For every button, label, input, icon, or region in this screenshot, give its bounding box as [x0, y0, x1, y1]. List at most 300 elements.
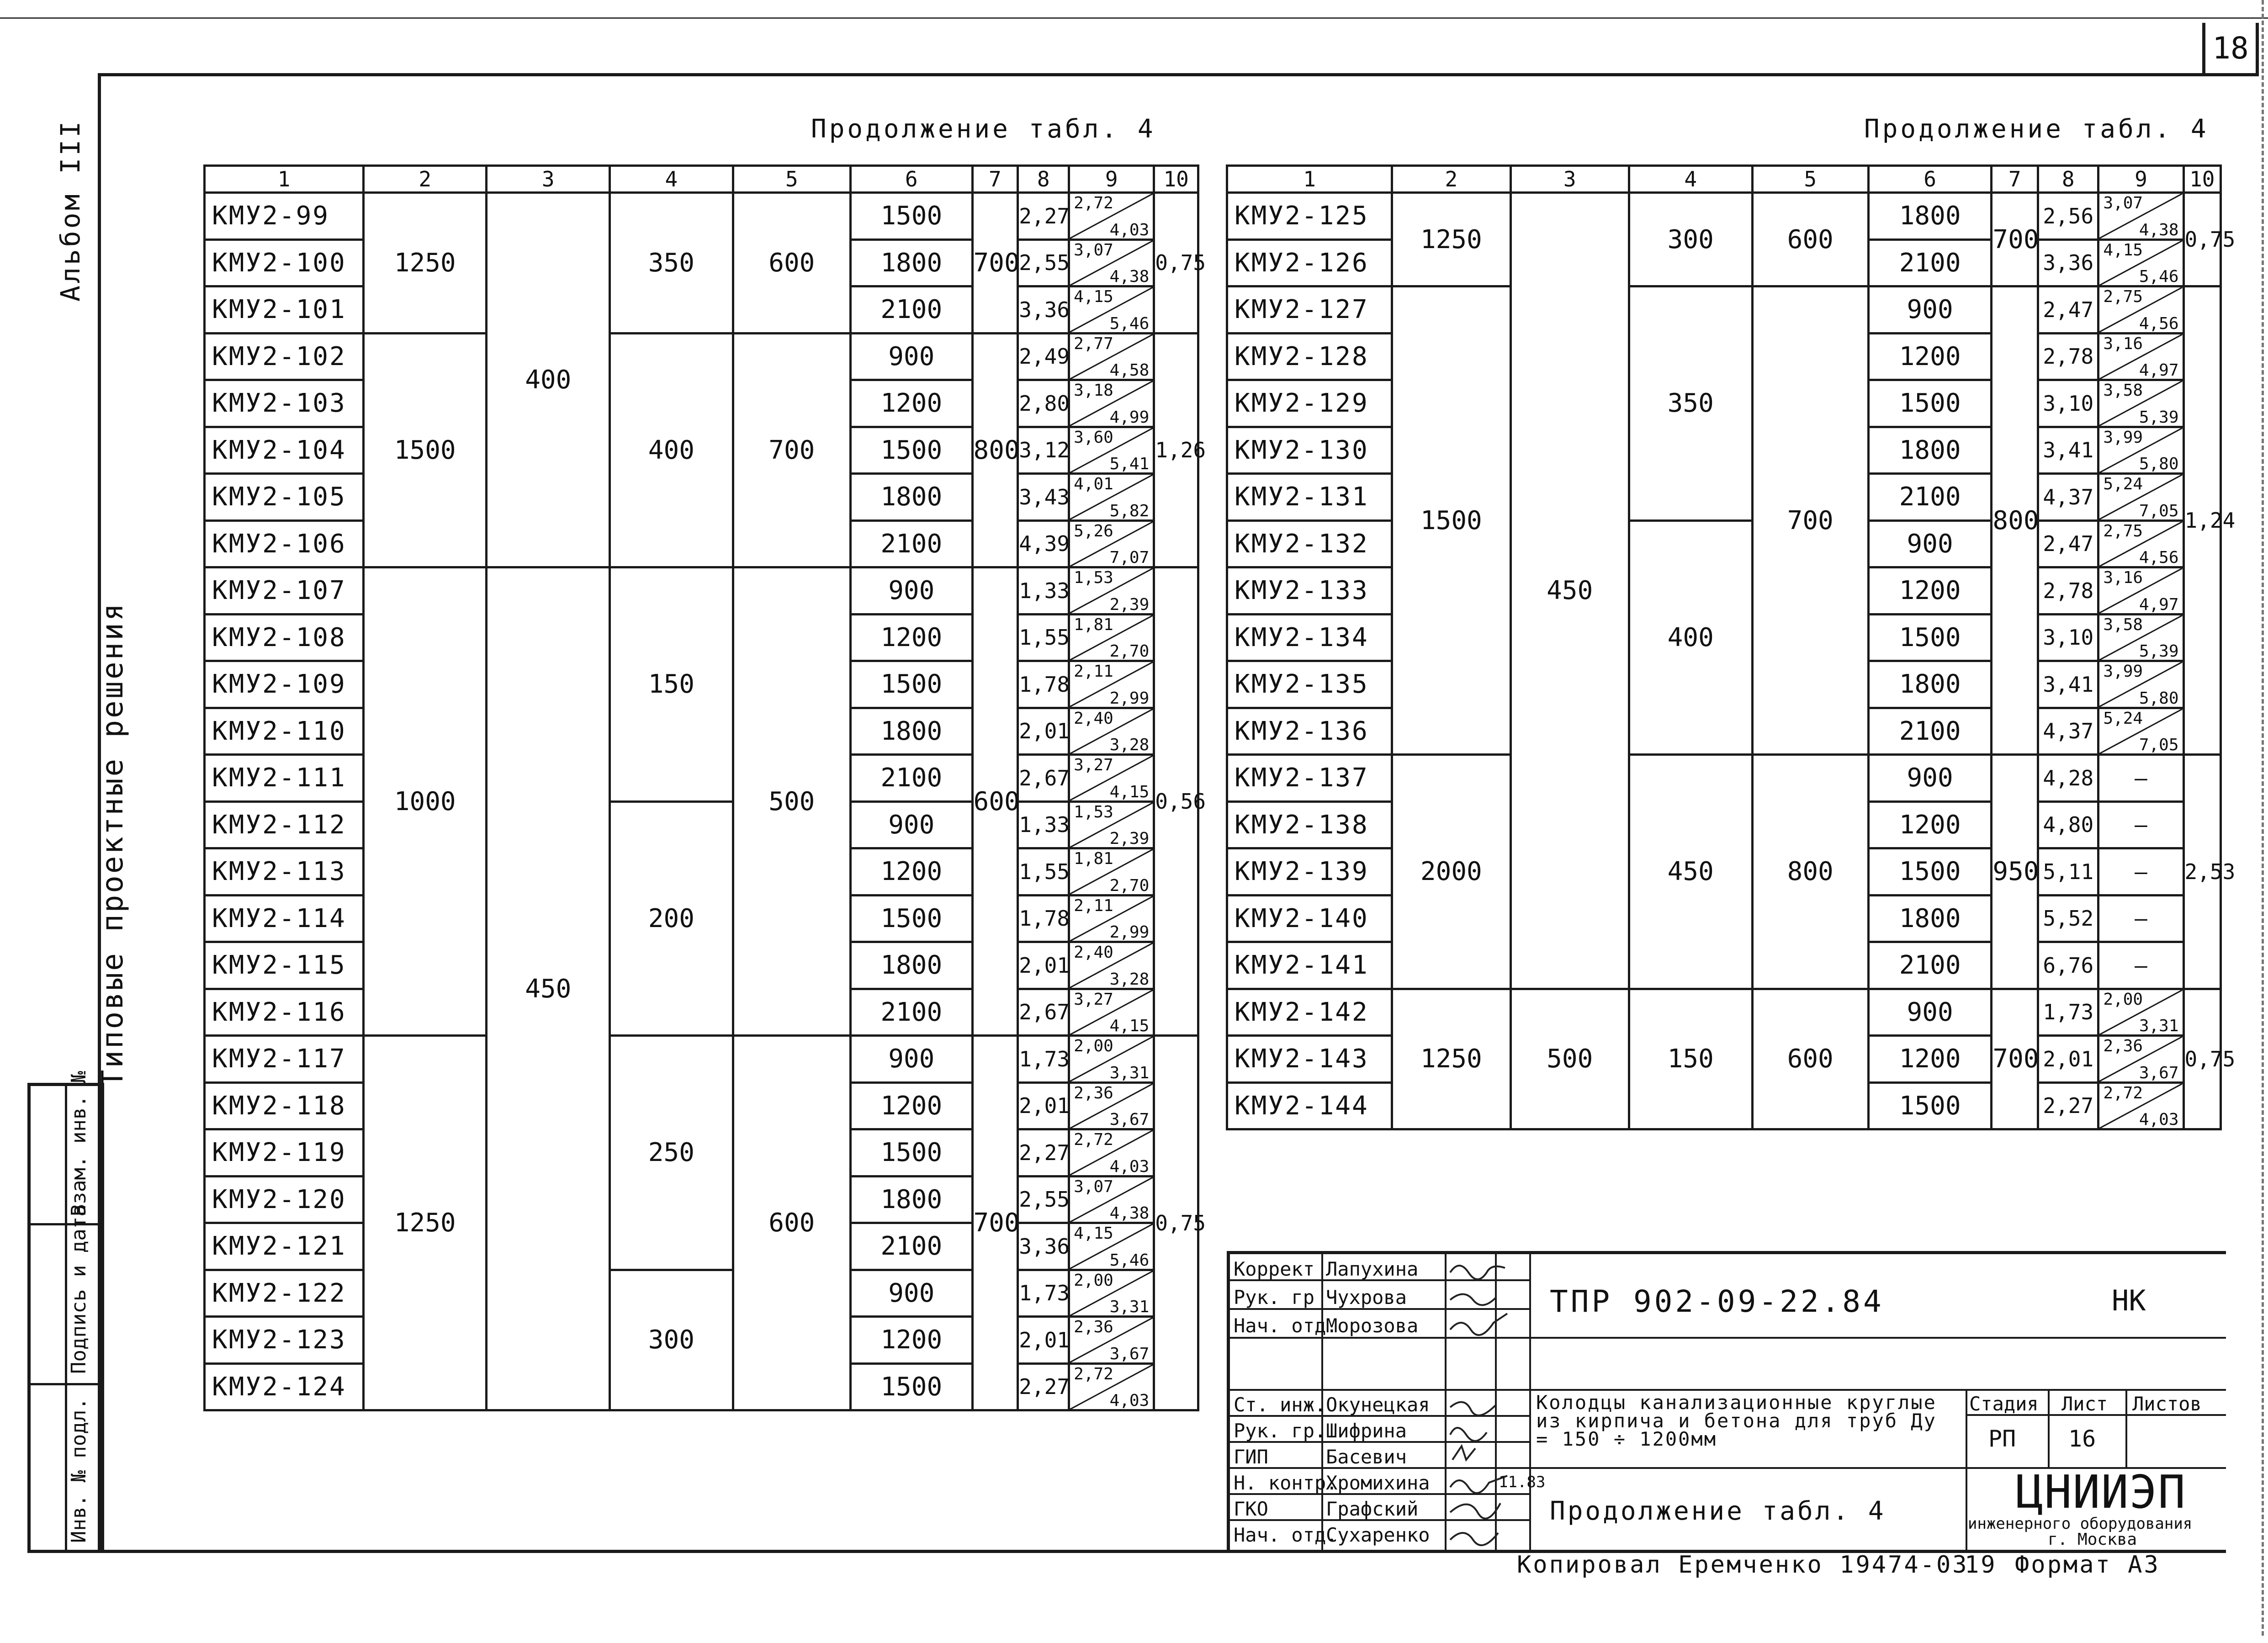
vertical-title: Типовые проектные решения: [96, 601, 130, 1087]
value-bottom: 4,38: [1109, 1204, 1150, 1223]
well-code: КМУ2-132: [1227, 520, 1392, 567]
col9-value: [2098, 380, 2183, 427]
col5-value: 600: [733, 193, 850, 334]
value-top: 3,07: [2103, 194, 2143, 212]
value-top: 3,27: [1074, 756, 1113, 774]
col-header-6: 6: [851, 166, 973, 193]
col9-value: [1069, 333, 1154, 380]
col2-value: 1250: [363, 1036, 487, 1410]
col8-value: 2,01: [2038, 1036, 2098, 1083]
role-gip: ГИП: [1234, 1446, 1268, 1468]
well-code: КМУ2-107: [205, 567, 364, 615]
col9-value: [1069, 989, 1154, 1036]
col7-value: 700: [972, 1036, 1018, 1410]
sheet-value: 16: [2068, 1426, 2096, 1452]
sheet-number: 18: [2202, 23, 2259, 76]
col8-value: 2,49: [1018, 333, 1069, 380]
col10-value: 0,75: [1154, 1036, 1198, 1410]
col6-value: 1200: [1868, 801, 1992, 848]
col9-value: [2098, 708, 2183, 755]
well-code: КМУ2-125: [1227, 193, 1392, 240]
value-bottom: 5,41: [1109, 455, 1150, 473]
col9-value: [1069, 708, 1154, 755]
col-header-5: 5: [1752, 166, 1868, 193]
side-strip: [27, 1071, 104, 1553]
well-code: КМУ2-129: [1227, 380, 1392, 427]
well-code: КМУ2-100: [205, 239, 364, 286]
signatures: [1446, 1254, 1528, 1550]
col8-value: 1,33: [1018, 801, 1069, 848]
value-bottom: 5,80: [2139, 455, 2179, 473]
col9-value: —: [2098, 895, 2183, 942]
col8-value: 2,55: [1018, 1176, 1069, 1223]
col6-value: 1200: [1868, 1036, 1992, 1083]
role-dept-head: Нач. отд.: [1234, 1314, 1338, 1337]
doc-title: Колодцы канализационные круглые из кирпича и бетона для труб Ду = 150 ÷ 1200мм: [1536, 1391, 1937, 1450]
value-top: 2,72: [2103, 1083, 2143, 1102]
col8-value: 2,67: [1018, 755, 1069, 802]
col6-value: 2100: [851, 286, 973, 334]
col5-value: 600: [1752, 193, 1868, 286]
value-bottom: 2,39: [1109, 595, 1150, 614]
col-header-10: 10: [1154, 166, 1198, 193]
col8-value: 3,10: [2038, 380, 2098, 427]
col9-value: [1069, 1363, 1154, 1410]
col6-value: 2100: [851, 1223, 973, 1270]
col5-value: 700: [733, 333, 850, 567]
col9-value: [2098, 333, 2183, 380]
col9-value: [2098, 989, 2183, 1036]
value-top: 3,60: [1074, 428, 1113, 447]
col-header-4: 4: [610, 166, 733, 193]
col2-value: 1250: [1392, 989, 1510, 1129]
col5-value: 600: [1752, 989, 1868, 1129]
well-code: КМУ2-116: [205, 989, 364, 1036]
col9-value: [1069, 286, 1154, 334]
col6-value: 1500: [851, 193, 973, 240]
col6-value: 900: [851, 567, 973, 615]
col8-value: 3,41: [2038, 661, 2098, 708]
col8-value: 2,27: [1018, 1363, 1069, 1410]
col9-value: [1069, 942, 1154, 989]
col6-value: 900: [851, 333, 973, 380]
well-code: КМУ2-99: [205, 193, 364, 240]
col6-value: 2100: [1868, 708, 1992, 755]
well-code: КМУ2-141: [1227, 942, 1392, 989]
value-bottom: 3,67: [1109, 1110, 1150, 1129]
name-chukhrova: Чухрова: [1326, 1286, 1407, 1309]
col8-value: 4,39: [1018, 520, 1069, 567]
col7-value: 950: [1992, 755, 2038, 989]
col6-value: 900: [851, 1036, 973, 1083]
value-bottom: 5,39: [2139, 642, 2179, 661]
col6-value: 1800: [1868, 895, 1992, 942]
col9-value: [1069, 380, 1154, 427]
vzam-inv-label: Взам. инв. №: [67, 1071, 90, 1216]
col8-value: 4,28: [2038, 755, 2098, 802]
col10-value: 0,75: [1154, 193, 1198, 334]
value-bottom: 3,28: [1109, 736, 1150, 754]
left-table: [203, 164, 1206, 1411]
col6-value: 1200: [851, 848, 973, 896]
col4-value: 300: [1629, 193, 1752, 286]
value-top: 3,16: [2103, 568, 2143, 587]
col8-value: 3,36: [1018, 286, 1069, 334]
col8-value: 4,37: [2038, 474, 2098, 521]
col4-value: 300: [610, 1270, 733, 1410]
col-header-3: 3: [487, 166, 610, 193]
col8-value: 2,27: [2038, 1082, 2098, 1129]
value-bottom: 4,38: [1109, 267, 1150, 286]
role-group-head-2: Рук. гр.: [1234, 1420, 1326, 1442]
col9-value: [1069, 895, 1154, 942]
right-table-caption: Продолжение табл. 4: [1864, 114, 2209, 144]
col9-value: [2098, 474, 2183, 521]
col6-value: 1800: [1868, 661, 1992, 708]
col8-value: 5,52: [2038, 895, 2098, 942]
table-row: [1227, 520, 2221, 567]
value-top: 5,26: [1074, 521, 1113, 541]
col6-value: 2100: [1868, 942, 1992, 989]
col-header-8: 8: [2038, 166, 2098, 193]
well-code: КМУ2-134: [1227, 614, 1392, 661]
value-bottom: 4,03: [2139, 1110, 2179, 1129]
col4-value: 150: [1629, 989, 1752, 1129]
top-border-line: [0, 17, 2268, 19]
well-code: КМУ2-133: [1227, 567, 1392, 615]
value-bottom: 4,15: [1109, 1017, 1150, 1035]
col6-value: 1500: [1868, 848, 1992, 896]
value-bottom: 2,99: [1109, 689, 1150, 708]
col2-value: 1000: [363, 567, 487, 1036]
well-code: КМУ2-105: [205, 474, 364, 521]
col9-value: [1069, 801, 1154, 848]
col8-value: 2,55: [1018, 239, 1069, 286]
col9-value: [1069, 474, 1154, 521]
value-top: 2,00: [1074, 1271, 1113, 1290]
name-sukharenko: Сухаренко: [1326, 1524, 1430, 1546]
value-top: 2,00: [1074, 1037, 1113, 1055]
value-top: 2,72: [1074, 1364, 1113, 1383]
value-top: 4,15: [1074, 287, 1113, 306]
col5-value: 600: [733, 1036, 850, 1410]
well-code: КМУ2-135: [1227, 661, 1392, 708]
col4-value: 350: [610, 193, 733, 334]
col6-value: 900: [1868, 286, 1992, 334]
table-row: [205, 193, 1198, 240]
value-top: 3,07: [1074, 1177, 1113, 1196]
table-row: [205, 567, 1198, 615]
value-bottom: 4,56: [2139, 548, 2179, 567]
col2-value: 2000: [1392, 755, 1510, 989]
value-bottom: 4,97: [2139, 595, 2179, 614]
table-row: [205, 333, 1198, 380]
col4-value: 400: [1629, 520, 1752, 755]
role-norm-control: Н. контр.: [1234, 1472, 1338, 1494]
col9-value: —: [2098, 755, 2183, 802]
name-shifrina: Шифрина: [1326, 1420, 1407, 1442]
value-bottom: 4,99: [1109, 408, 1150, 427]
col7-value: 700: [1992, 193, 2038, 286]
well-code: КМУ2-117: [205, 1036, 364, 1083]
col6-value: 1200: [1868, 567, 1992, 615]
value-top: 2,75: [2103, 287, 2143, 306]
value-bottom: 3,31: [2139, 1017, 2179, 1035]
col8-value: 1,73: [1018, 1270, 1069, 1317]
col6-value: 1200: [851, 1317, 973, 1364]
col2-value: 1500: [1392, 286, 1510, 755]
value-bottom: 5,39: [2139, 408, 2179, 427]
col8-value: 2,27: [1018, 193, 1069, 240]
col6-value: 1500: [851, 427, 973, 474]
org-logo-text: ЦНИИЭП: [2016, 1465, 2187, 1519]
well-code: КМУ2-111: [205, 755, 364, 802]
col8-value: 2,01: [1018, 942, 1069, 989]
col-header-8: 8: [1018, 166, 1069, 193]
title-block: [1227, 1251, 2226, 1553]
name-khromikhina: Хромихина: [1326, 1472, 1430, 1494]
value-top: 4,01: [1074, 475, 1113, 493]
value-top: 1,53: [1074, 802, 1113, 822]
col-header-5: 5: [733, 166, 850, 193]
value-top: 2,40: [1074, 943, 1113, 962]
col8-value: 2,47: [2038, 286, 2098, 334]
col-header-4: 4: [1629, 166, 1752, 193]
sheet-header: Лист: [2061, 1393, 2108, 1415]
col8-value: 1,78: [1018, 661, 1069, 708]
col8-value: 3,36: [1018, 1223, 1069, 1270]
col8-value: 1,73: [2038, 989, 2098, 1036]
well-code: КМУ2-127: [1227, 286, 1392, 334]
col8-value: 2,56: [2038, 193, 2098, 240]
value-bottom: 7,07: [1109, 548, 1150, 567]
value-bottom: 3,67: [1109, 1344, 1150, 1363]
col9-value: [1069, 661, 1154, 708]
col10-value: 2,53: [2183, 755, 2220, 989]
trim-edge: [2262, 0, 2264, 1636]
col9-value: —: [2098, 801, 2183, 848]
col7-value: 700: [972, 193, 1018, 334]
value-bottom: 5,46: [1109, 1251, 1150, 1270]
value-bottom: 5,82: [1109, 501, 1150, 520]
col4-value: 250: [610, 1036, 733, 1270]
col4-value: 150: [610, 567, 733, 802]
value-bottom: 4,56: [2139, 314, 2179, 333]
value-bottom: 4,03: [1109, 1391, 1150, 1410]
col10-value: 1,24: [2183, 286, 2220, 755]
col6-value: 900: [1868, 520, 1992, 567]
col7-value: 800: [1992, 286, 2038, 755]
col-header-7: 7: [972, 166, 1018, 193]
value-top: 2,40: [1074, 709, 1113, 728]
col4-value: 400: [610, 333, 733, 567]
col6-value: 1500: [1868, 380, 1992, 427]
well-code: КМУ2-126: [1227, 239, 1392, 286]
col7-value: 700: [1992, 989, 2038, 1129]
col8-value: 1,73: [1018, 1036, 1069, 1083]
name-basevich: Басевич: [1326, 1446, 1407, 1468]
value-bottom: 3,67: [2139, 1063, 2179, 1082]
col6-value: 1200: [1868, 333, 1992, 380]
col6-value: 1500: [851, 1129, 973, 1177]
col3-value: 450: [1510, 193, 1629, 989]
well-code: КМУ2-143: [1227, 1036, 1392, 1083]
col8-value: 2,47: [2038, 520, 2098, 567]
value-top: 2,11: [1074, 896, 1113, 915]
col10-value: 0,75: [2183, 193, 2220, 286]
well-code: КМУ2-131: [1227, 474, 1392, 521]
col8-value: 2,01: [1018, 1082, 1069, 1129]
well-code: КМУ2-114: [205, 895, 364, 942]
col6-value: 1800: [851, 708, 973, 755]
table-row: [1227, 989, 2221, 1036]
org-sub-2: г. Москва: [2048, 1530, 2137, 1549]
role-corrector: Коррект: [1234, 1258, 1315, 1280]
well-code: КМУ2-128: [1227, 333, 1392, 380]
sheets-header: Листов: [2132, 1393, 2202, 1415]
col6-value: 1200: [851, 1082, 973, 1129]
value-top: 2,75: [2103, 521, 2143, 541]
value-bottom: 5,46: [1109, 314, 1150, 333]
value-top: 4,15: [2103, 240, 2143, 260]
well-code: КМУ2-110: [205, 708, 364, 755]
well-code: КМУ2-115: [205, 942, 364, 989]
doc-mark: НК: [2112, 1284, 2146, 1317]
table-row: [1227, 755, 2221, 802]
col9-value: [1069, 1036, 1154, 1083]
value-top: 3,27: [1074, 990, 1113, 1009]
value-bottom: 2,70: [1109, 876, 1150, 895]
value-top: 3,58: [2103, 381, 2143, 400]
col6-value: 1800: [851, 474, 973, 521]
col-header-7: 7: [1992, 166, 2038, 193]
col8-value: 3,10: [2038, 614, 2098, 661]
col8-value: 1,55: [1018, 848, 1069, 896]
col9-value: [1069, 614, 1154, 661]
well-code: КМУ2-102: [205, 333, 364, 380]
left-table-caption: Продолжение табл. 4: [811, 114, 1156, 144]
value-top: 3,16: [2103, 334, 2143, 353]
col9-value: —: [2098, 942, 2183, 989]
value-bottom: 4,03: [1109, 220, 1150, 239]
col8-value: 2,01: [1018, 708, 1069, 755]
col-header-3: 3: [1510, 166, 1629, 193]
col8-value: 3,43: [1018, 474, 1069, 521]
value-top: 2,77: [1074, 334, 1113, 353]
value-bottom: 4,97: [2139, 361, 2179, 380]
col9-value: [1069, 193, 1154, 240]
table-row: [205, 1270, 1198, 1317]
col7-value: 600: [972, 567, 1018, 1036]
col6-value: 1200: [851, 380, 973, 427]
value-top: 2,11: [1074, 662, 1113, 681]
value-top: 2,36: [2103, 1037, 2143, 1055]
value-top: 3,99: [2103, 428, 2143, 447]
well-code: КМУ2-124: [205, 1363, 364, 1410]
well-code: КМУ2-103: [205, 380, 364, 427]
inv-podl-label: Инв. № подл.: [67, 1398, 90, 1543]
col5-value: 700: [1752, 286, 1868, 755]
role-dept-head-2: Нач. отд.: [1234, 1524, 1338, 1546]
col9-value: [1069, 567, 1154, 615]
col3-value: 500: [1510, 989, 1629, 1129]
col9-value: [2098, 1036, 2183, 1083]
col6-value: 1500: [851, 661, 973, 708]
well-code: КМУ2-137: [1227, 755, 1392, 802]
col2-value: 1250: [363, 193, 487, 334]
value-bottom: 3,31: [1109, 1298, 1150, 1316]
col6-value: 1800: [851, 239, 973, 286]
well-code: КМУ2-108: [205, 614, 364, 661]
col6-value: 1500: [851, 1363, 973, 1410]
col8-value: 3,41: [2038, 427, 2098, 474]
col8-value: 3,12: [1018, 427, 1069, 474]
stage-value: РП: [1988, 1426, 2016, 1452]
value-top: 2,36: [1074, 1318, 1113, 1336]
copied-by: Копировал Еремченко 19474-03: [1517, 1551, 1969, 1579]
table-row: [205, 801, 1198, 848]
value-top: 3,07: [1074, 240, 1113, 260]
col4-value: 350: [1629, 286, 1752, 521]
value-top: 5,24: [2103, 709, 2143, 728]
well-code: КМУ2-123: [205, 1317, 364, 1364]
col9-value: [2098, 614, 2183, 661]
well-code: КМУ2-144: [1227, 1082, 1392, 1129]
value-top: 2,00: [2103, 990, 2143, 1009]
col6-value: 1500: [1868, 1082, 1992, 1129]
col7-value: 800: [972, 333, 1018, 567]
col10-value: 1,26: [1154, 333, 1198, 567]
col9-value: [2098, 520, 2183, 567]
col8-value: 2,27: [1018, 1129, 1069, 1177]
col6-value: 2100: [851, 755, 973, 802]
doc-subtitle: Продолжение табл. 4: [1550, 1496, 1886, 1526]
col9-value: —: [2098, 848, 2183, 896]
col9-value: [1069, 427, 1154, 474]
podpis-data-label: Подпись и дата: [67, 1204, 90, 1374]
col8-value: 1,33: [1018, 567, 1069, 615]
value-bottom: 3,28: [1109, 970, 1150, 989]
col9-value: [1069, 239, 1154, 286]
well-code: КМУ2-121: [205, 1223, 364, 1270]
col6-value: 2100: [1868, 474, 1992, 521]
well-code: КМУ2-138: [1227, 801, 1392, 848]
col9-value: [2098, 661, 2183, 708]
col2-value: 1500: [363, 333, 487, 567]
well-code: КМУ2-122: [205, 1270, 364, 1317]
col6-value: 2100: [851, 520, 973, 567]
value-top: 2,36: [1074, 1083, 1113, 1102]
col8-value: 2,80: [1018, 380, 1069, 427]
col9-value: [2098, 427, 2183, 474]
col-header-2: 2: [363, 166, 487, 193]
value-bottom: 2,99: [1109, 923, 1150, 942]
col6-value: 900: [851, 1270, 973, 1317]
col6-value: 900: [851, 801, 973, 848]
col8-value: 2,67: [1018, 989, 1069, 1036]
col9-value: [1069, 520, 1154, 567]
col6-value: 1800: [1868, 427, 1992, 474]
well-code: КМУ2-142: [1227, 989, 1392, 1036]
col5-value: 800: [1752, 755, 1868, 989]
col-header-6: 6: [1868, 166, 1992, 193]
well-code: КМУ2-113: [205, 848, 364, 896]
col9-value: [1069, 1223, 1154, 1270]
well-code: КМУ2-104: [205, 427, 364, 474]
value-top: 2,72: [1074, 1130, 1113, 1149]
table-row: [1227, 193, 2221, 240]
value-top: 3,58: [2103, 615, 2143, 634]
